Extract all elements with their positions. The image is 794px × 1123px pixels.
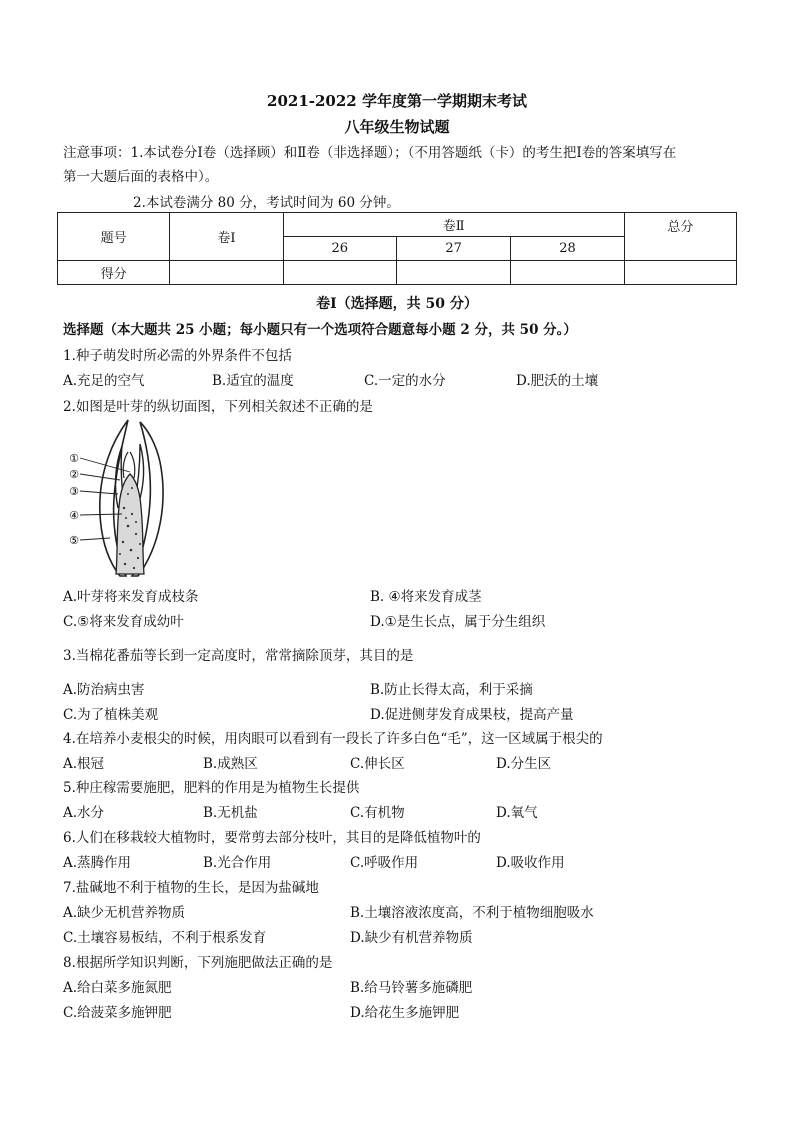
header-tihao: 题号 xyxy=(58,213,170,261)
header-juan2: 卷Ⅱ xyxy=(283,213,624,237)
notice-line-1: 注意事项：1.本试卷分Ⅰ卷（选择顾）和Ⅱ卷（非选择题）；（不用答题纸（卡）的考生把Ⅰ卷的答案填写在 xyxy=(63,145,677,161)
notice-line-2: 第一大题后面的表格中）。 xyxy=(63,169,219,185)
exam-title: 2021-2022 学年度第一学期期末考试 xyxy=(267,92,527,110)
score-cell-q28[interactable] xyxy=(511,261,624,285)
question-1-stem: 1.种子萌发时所必需的外界条件不包括 xyxy=(63,348,292,364)
q6-option-a[interactable]: A.蒸腾作用 xyxy=(63,855,132,871)
question-6-stem: 6.人们在移栽较大植物时，要常剪去部分枝叶，其目的是降低植物叶的 xyxy=(63,830,481,846)
diagram-label-3: ③ xyxy=(69,485,79,498)
q2-option-d[interactable]: D.①是生长点，属于分生组织 xyxy=(370,614,546,630)
section-title: 卷Ⅰ（选择题，共 50 分） xyxy=(316,296,478,312)
diagram-label-2: ② xyxy=(69,468,79,481)
section-description: 选择题（本大题共 25 小题；每小题只有一个选项符合题意每小题 2 分，共 50 分。） xyxy=(63,322,577,338)
q8-option-a[interactable]: A.给白菜多施氮肥 xyxy=(63,980,172,996)
header-juan1: 卷Ⅰ xyxy=(170,213,283,261)
q4-option-a[interactable]: A.根冠 xyxy=(63,756,105,772)
leaf-bud-diagram xyxy=(68,418,178,578)
q2-option-c[interactable]: C.⑤将来发育成幼叶 xyxy=(63,614,184,630)
q1-option-a[interactable]: A.充足的空气 xyxy=(63,373,145,389)
q6-option-c[interactable]: C.呼吸作用 xyxy=(350,855,419,871)
q2-option-a[interactable]: A.叶芽将来发育成枝条 xyxy=(63,589,199,605)
q3-option-a[interactable]: A.防治病虫害 xyxy=(63,682,145,698)
header-total: 总分 xyxy=(624,213,736,261)
q7-option-b[interactable]: B.土壤溶液浓度高，不利于植物细胞吸水 xyxy=(350,905,594,921)
diagram-label-5: ⑤ xyxy=(69,534,79,547)
q7-option-d[interactable]: D.缺少有机营养物质 xyxy=(350,930,473,946)
header-q27: 27 xyxy=(396,237,510,261)
header-q26: 26 xyxy=(283,237,396,261)
question-7-stem: 7.盐碱地不利于植物的生长，是因为盐碱地 xyxy=(63,880,319,896)
q3-option-d[interactable]: D.促进侧芽发育成果枝，提高产量 xyxy=(370,707,574,723)
question-5-stem: 5.种庄稼需要施肥，肥料的作用是为植物生长提供 xyxy=(63,780,360,796)
q7-option-c[interactable]: C.土壤容易板结，不利于根系发育 xyxy=(63,930,267,946)
q8-option-c[interactable]: C.给菠菜多施钾肥 xyxy=(63,1005,172,1021)
q5-option-a[interactable]: A.水分 xyxy=(63,805,105,821)
q1-option-b[interactable]: B.适宜的温度 xyxy=(212,373,294,389)
q3-option-c[interactable]: C.为了植株美观 xyxy=(63,707,159,723)
q2-option-b[interactable]: B. ④将来发育成茎 xyxy=(370,589,482,605)
question-4-stem: 4.在培养小麦根尖的时候，用肉眼可以看到有一段长了许多白色“毛”，这一区域属于根尖的 xyxy=(63,731,603,747)
diagram-label-4: ④ xyxy=(69,509,79,522)
q8-option-d[interactable]: D.给花生多施钾肥 xyxy=(350,1005,460,1021)
row-defen-label: 得分 xyxy=(58,261,170,285)
q4-option-d[interactable]: D.分生区 xyxy=(496,756,552,772)
q5-option-b[interactable]: B.无机盐 xyxy=(203,805,258,821)
diagram-label-1: ① xyxy=(69,452,79,465)
q4-option-b[interactable]: B.成熟区 xyxy=(203,756,258,772)
question-8-stem: 8.根据所学知识判断，下列施肥做法正确的是 xyxy=(63,955,333,971)
header-q28: 28 xyxy=(511,237,624,261)
q3-option-b[interactable]: B.防止长得太高，利于采摘 xyxy=(370,682,533,698)
q4-option-c[interactable]: C.伸长区 xyxy=(350,756,405,772)
score-cell-q27[interactable] xyxy=(396,261,510,285)
q5-option-d[interactable]: D.氧气 xyxy=(496,805,538,821)
question-3-stem: 3.当棉花番茄等长到一定高度时，常常摘除顶芽，其目的是 xyxy=(63,648,414,664)
q6-option-d[interactable]: D.吸收作用 xyxy=(496,855,565,871)
q8-option-b[interactable]: B.给马铃薯多施磷肥 xyxy=(350,980,473,996)
question-2-stem: 2.如图是叶芽的纵切面图，下列相关叙述不正确的是 xyxy=(63,399,373,415)
exam-subtitle: 八年级生物试题 xyxy=(344,118,450,136)
score-cell-q26[interactable] xyxy=(283,261,396,285)
score-cell-total[interactable] xyxy=(624,261,736,285)
notice-line-3: 2.本试卷满分 80 分，考试时间为 60 分钟。 xyxy=(133,195,400,211)
q6-option-b[interactable]: B.光合作用 xyxy=(203,855,272,871)
score-cell-juan1[interactable] xyxy=(170,261,283,285)
q1-option-d[interactable]: D.肥沃的土壤 xyxy=(516,373,599,389)
q5-option-c[interactable]: C.有机物 xyxy=(350,805,405,821)
q1-option-c[interactable]: C.一定的水分 xyxy=(364,373,446,389)
score-table xyxy=(57,212,737,285)
q7-option-a[interactable]: A.缺少无机营养物质 xyxy=(63,905,186,921)
